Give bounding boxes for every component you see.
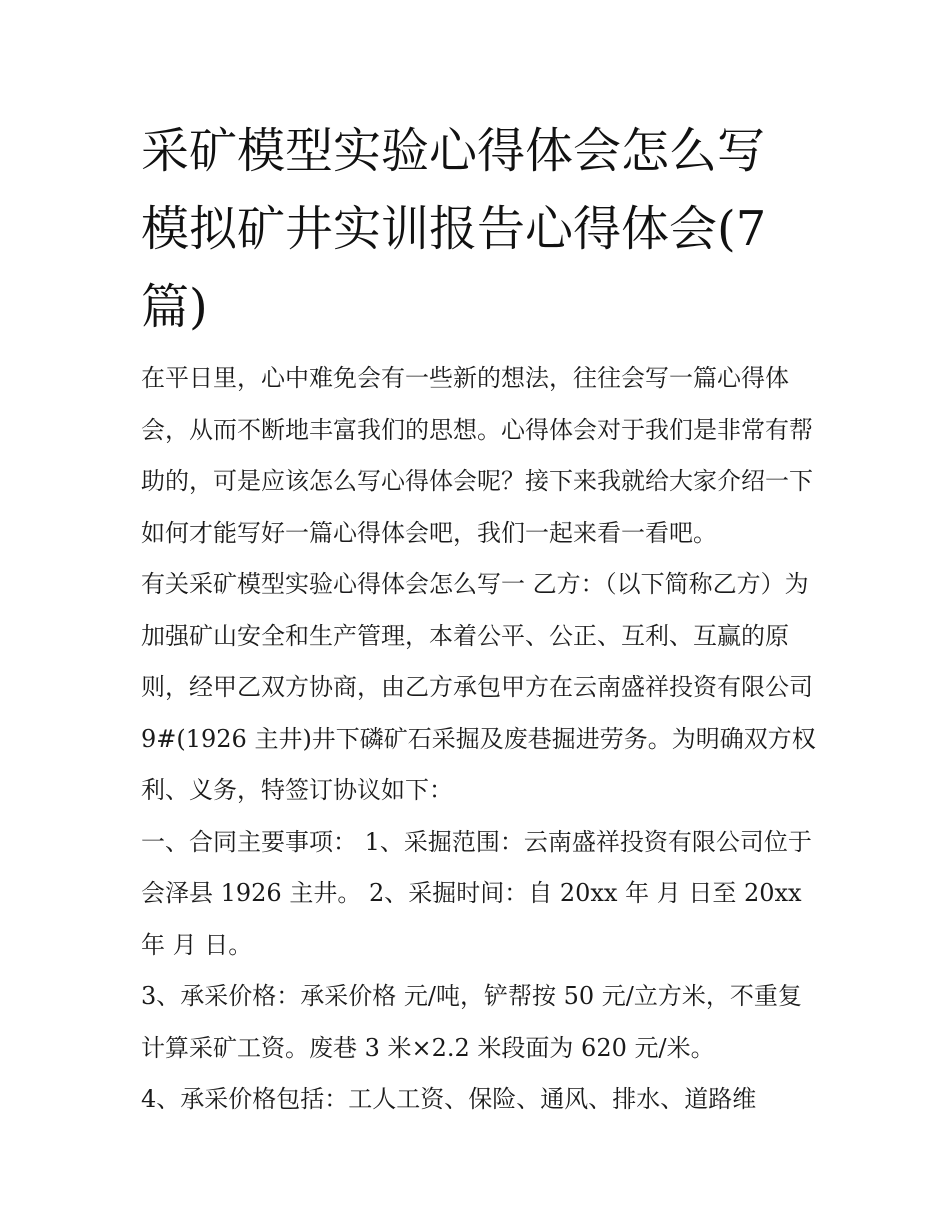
paragraph-contract-main-items: 一、合同主要事项： 1、采掘范围：云南盛祥投资有限公司位于会泽县 1926 主井。 2、采掘时间：自 20xx 年 月 日至 20xx 年 月 日。 [141, 827, 812, 959]
document-title: 采矿模型实验心得体会怎么写 模拟矿井实训报告心得体会(7篇) [141, 123, 767, 335]
paragraph-intro: 在平日里，心中难免会有一些新的想法，往往会写一篇心得体会，从而不断地丰富我们的思想。心得体会对于我们是非常有帮助的，可是应该怎么写心得体会呢？接下来我就给大家介绍一下如何才能写好一篇心得体会吧，我们一起来看一看吧。 [141, 364, 813, 547]
paragraph-contract-price: 3、承采价格：承采价格 元/吨，铲帮按 50 元/立方米，不重复计算采矿工资。废巷 3 米×2.2 米段面为 620 元/米。 [141, 982, 802, 1062]
paragraph-price-inclusions: 4、承采价格包括：工人工资、保险、通风、排水、道路维 [141, 1085, 757, 1113]
paragraph-agreement-preamble: 有关采矿模型实验心得体会怎么写一 乙方：（以下简称乙方）为加强矿山安全和生产管理，本着公平、公正、互利、互赢的原则，经甲乙双方协商，由乙方承包甲方在云南盛祥投资有限公司 9#(1926 主井)井下磷矿石采掘及废巷掘进劳务。为明确双方权利、义务，特签订协议如下： [141, 570, 816, 804]
document-body [141, 353, 821, 1126]
